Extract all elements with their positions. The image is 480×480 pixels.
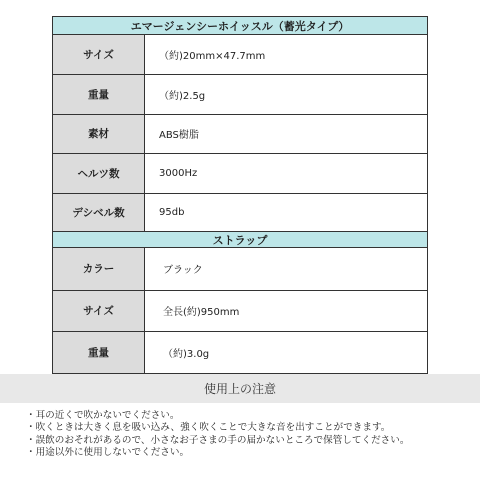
strap-table-title: ストラップ (53, 232, 427, 248)
spec-value: 全長(約)950mm (163, 307, 240, 319)
spec-value: （約)2.5g (159, 91, 206, 103)
spec-row-hertz (53, 153, 427, 192)
spec-value: （約)20mm×47.7mm (159, 51, 266, 63)
spec-label: ヘルツ数 (53, 154, 145, 192)
spec-label: 重量 (53, 332, 145, 373)
spec-label: 重量 (53, 75, 145, 113)
spec-row-color (53, 248, 427, 290)
whistle-spec-table (52, 16, 428, 233)
spec-value: （約)3.0g (163, 348, 210, 360)
spec-value: ブラック (163, 265, 203, 277)
spec-value: 3000Hz (159, 167, 198, 179)
spec-row-length (53, 290, 427, 332)
notice-item: ・用途以外に使用しないでください。 (26, 446, 190, 458)
usage-notice-title: 使用上の注意 (203, 382, 276, 396)
spec-value: 95db (159, 207, 185, 219)
spec-label: 素材 (53, 115, 145, 153)
spec-row-size (53, 35, 427, 74)
notice-item: ・吹くときは大きく息を吸い込み、強く吹くことで大きな音を出すことができます。 (26, 422, 391, 434)
usage-notice-heading (0, 374, 480, 403)
strap-spec-table (52, 231, 428, 374)
spec-label: カラー (53, 248, 145, 290)
spec-row-material (53, 114, 427, 153)
spec-value: ABS樹脂 (159, 130, 199, 142)
notice-item: ・誤飲のおそれがあるので、小さなお子さまの手の届かないところで保管してください。 (26, 434, 410, 446)
notice-item: ・耳の近くで吹かないでください。 (26, 410, 180, 421)
spec-row-weight (53, 331, 427, 373)
spec-label: サイズ (53, 291, 145, 332)
spec-row-decibel (53, 193, 427, 232)
whistle-table-title: エマージェンシーホイッスル（蓄光タイプ） (53, 17, 427, 35)
spec-label: デシベル数 (53, 194, 145, 232)
spec-row-weight (53, 74, 427, 113)
usage-notice-list (26, 410, 476, 459)
spec-label: サイズ (53, 35, 145, 74)
